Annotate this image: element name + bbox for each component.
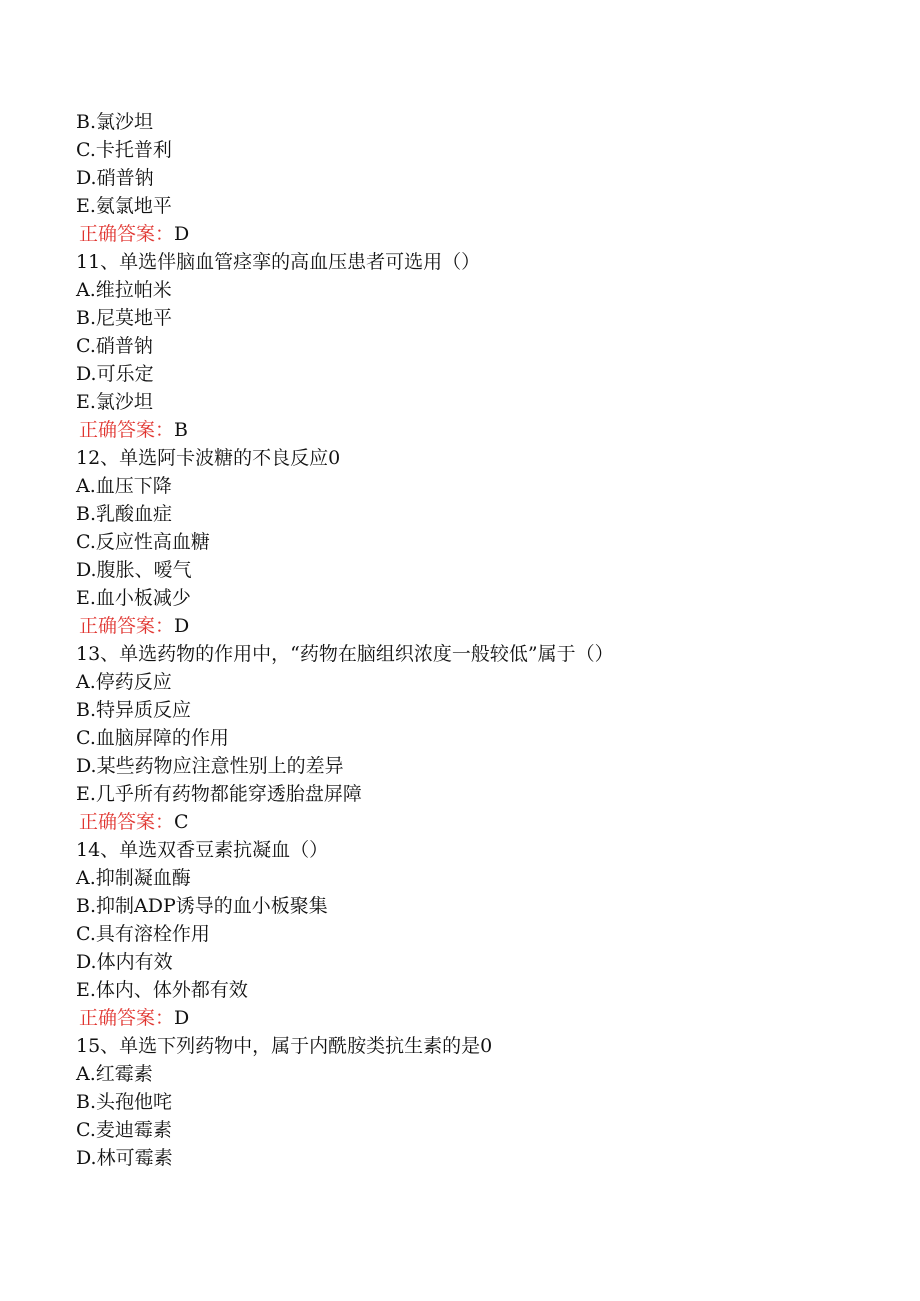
answer-option: A.红霉素 [76, 1063, 153, 1085]
answer-option: E.几乎所有药物都能穿透胎盘屏障 [76, 783, 362, 805]
question-stem: 13、单选药物的作用中，“药物在脑组织浓度一般较低”属于（） [76, 643, 614, 665]
answer-value: D [174, 615, 190, 637]
answer-option: E.氨氯地平 [76, 195, 172, 217]
answer-option: B.乳酸血症 [76, 503, 173, 525]
answer-option: D.腹胀、嗳气 [76, 559, 192, 581]
answer-option: D.可乐定 [76, 363, 154, 385]
answer-option: C.麦迪霉素 [76, 1119, 172, 1141]
answer-option: E.氯沙坦 [76, 391, 153, 413]
answer-line [76, 808, 876, 836]
answer-option: D.林可霉素 [76, 1147, 173, 1169]
answer-option: A.停药反应 [76, 671, 172, 693]
answer-option: C.卡托普利 [76, 139, 172, 161]
answer-option: A.血压下降 [76, 475, 172, 497]
answer-option: A.抑制凝血酶 [76, 867, 191, 889]
answer-value: B [174, 419, 188, 441]
answer-value: D [174, 1007, 190, 1029]
answer-line [76, 416, 876, 444]
answer-option: C.硝普钠 [76, 335, 153, 357]
question-stem: 15、单选下列药物中，属于内酰胺类抗生素的是0 [76, 1035, 493, 1057]
answer-option: E.体内、体外都有效 [76, 979, 248, 1001]
question-stem: 11、单选伴脑血管痉挛的高血压患者可选用（） [76, 251, 481, 273]
answer-value: D [174, 223, 190, 245]
answer-label: 正确答案： [79, 811, 175, 833]
answer-line [76, 612, 876, 640]
answer-value: C [174, 811, 189, 833]
answer-option: B.特异质反应 [76, 699, 192, 721]
answer-label: 正确答案： [79, 223, 175, 245]
answer-line [76, 1004, 876, 1032]
answer-option: B.头孢他咤 [76, 1091, 173, 1113]
question-stem: 12、单选阿卡波糖的不良反应0 [76, 447, 341, 469]
answer-option: A.维拉帕米 [76, 279, 172, 301]
answer-label: 正确答案： [79, 419, 175, 441]
answer-option: C.血脑屏障的作用 [76, 727, 229, 749]
answer-option: C.反应性高血糖 [76, 531, 210, 553]
answer-label: 正确答案： [79, 615, 175, 637]
answer-option: B.氯沙坦 [76, 111, 154, 133]
answer-option: D.某些药物应注意性别上的差异 [76, 755, 344, 777]
answer-option: D.硝普钠 [76, 167, 154, 189]
document-page [76, 108, 876, 1172]
question-stem: 14、单选双香豆素抗凝血（） [76, 839, 329, 861]
answer-option: E.血小板减少 [76, 587, 191, 609]
answer-line [76, 220, 876, 248]
answer-option: B.尼莫地平 [76, 307, 173, 329]
answer-option: C.具有溶栓作用 [76, 923, 210, 945]
answer-option: D.体内有效 [76, 951, 173, 973]
answer-option: B.抑制ADP诱导的血小板聚集 [76, 895, 328, 917]
answer-label: 正确答案： [79, 1007, 175, 1029]
